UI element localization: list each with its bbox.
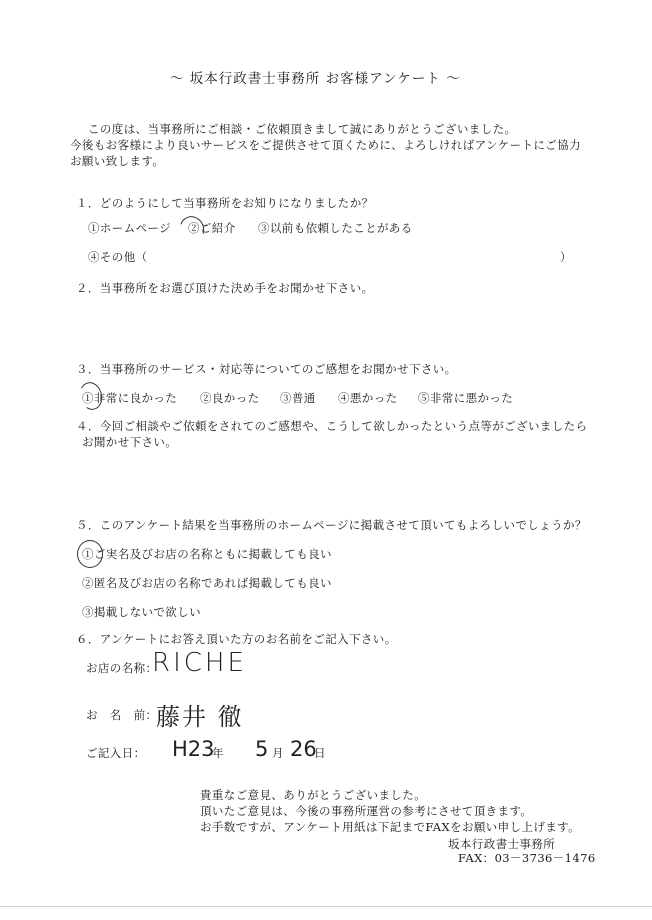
q3-option-bad[interactable]: ④悪かった — [338, 391, 398, 405]
question-5: ５．このアンケート結果を当事務所のホームページに掲載させて頂いてもよろしいでしょうか？ — [76, 518, 587, 532]
date-month-value: 5 — [255, 737, 269, 761]
q3-option-average[interactable]: ③普通 — [280, 391, 316, 405]
date-year-value: H23 — [172, 737, 215, 761]
person-name-label: お 名 前： — [86, 708, 158, 722]
q3-option-good[interactable]: ②良かった — [200, 391, 260, 405]
question-4-line-1: ４．今回ご相談やご依頼をされてのご感想や、こうして欲しかったという点等がございましたら — [76, 419, 588, 433]
date-year-unit: 年 — [212, 746, 224, 760]
question-3: ３．当事務所のサービス・対応等についてのご感想をお聞かせ下さい。 — [76, 362, 457, 376]
q5-option-no-publish[interactable]: ③掲載しないで欲しい — [82, 605, 201, 619]
q1-option-referral[interactable]: ②ご紹介 — [188, 221, 236, 235]
intro-line-2: 今後もお客様により良いサービスをご提供させて頂くために、よろしければアンケートにご協力 — [70, 138, 582, 152]
question-1: １．どのようにして当事務所をお知りになりましたか？ — [76, 196, 374, 210]
date-label: ご記入日： — [86, 746, 146, 760]
q1-option-homepage[interactable]: ①ホームページ — [88, 221, 172, 235]
shop-name-label: お店の名称： — [86, 661, 158, 675]
q3-selection-mark — [77, 380, 105, 413]
q5-option-real-name[interactable]: ①ご実名及びお店の名称ともに掲載しても良い — [82, 547, 332, 561]
intro-line-3: お願い致します。 — [70, 154, 165, 168]
question-4-line-2: お聞かせ下さい。 — [82, 435, 178, 449]
date-day-unit: 日 — [314, 746, 326, 760]
footer-office-name: 坂本行政書士事務所 — [448, 837, 556, 851]
shop-name-value: RICHE — [152, 648, 247, 678]
person-name-value: 藤井 徹 — [156, 703, 244, 731]
q1-other-close-paren: ） — [560, 250, 572, 264]
bottom-edge-line — [0, 906, 652, 907]
q3-option-very-good[interactable]: ①非常に良かった — [82, 391, 178, 405]
q5-selection-mark — [77, 540, 103, 568]
q5-option-anonymous[interactable]: ②匿名及びお店の名称であれば掲載しても良い — [82, 576, 332, 590]
q3-option-very-bad[interactable]: ⑤非常に悪かった — [418, 391, 514, 405]
closing-line-1: 貴重なご意見、ありがとうございました。 — [200, 788, 427, 802]
intro-line-1: この度は、当事務所にご相談・ご依頼頂きまして誠にありがとうございました。 — [88, 122, 517, 136]
q1-selection-mark — [176, 212, 209, 246]
closing-line-3: お手数ですが、アンケート用紙は下記までFAXをお願い申し上げます。 — [200, 820, 581, 834]
question-2: ２．当事務所をお選び頂けた決め手をお聞かせ下さい。 — [76, 281, 374, 295]
q1-option-other[interactable]: ④その他（ — [88, 250, 148, 264]
q1-option-previous[interactable]: ③以前も依頼したことがある — [258, 221, 413, 235]
footer-fax: FAX：03－3736－1476 — [458, 851, 596, 865]
closing-line-2: 頂いたご意見は、今後の事務所運営の参考にさせて頂きます。 — [200, 804, 533, 818]
question-6: ６．アンケートにお答え頂いた方のお名前をご記入下さい。 — [76, 632, 397, 646]
date-month-unit: 月 — [272, 746, 284, 760]
page-title: ～ 坂本行政書士事務所 お客様アンケート ～ — [170, 71, 461, 87]
date-day-value: 26 — [290, 737, 317, 761]
